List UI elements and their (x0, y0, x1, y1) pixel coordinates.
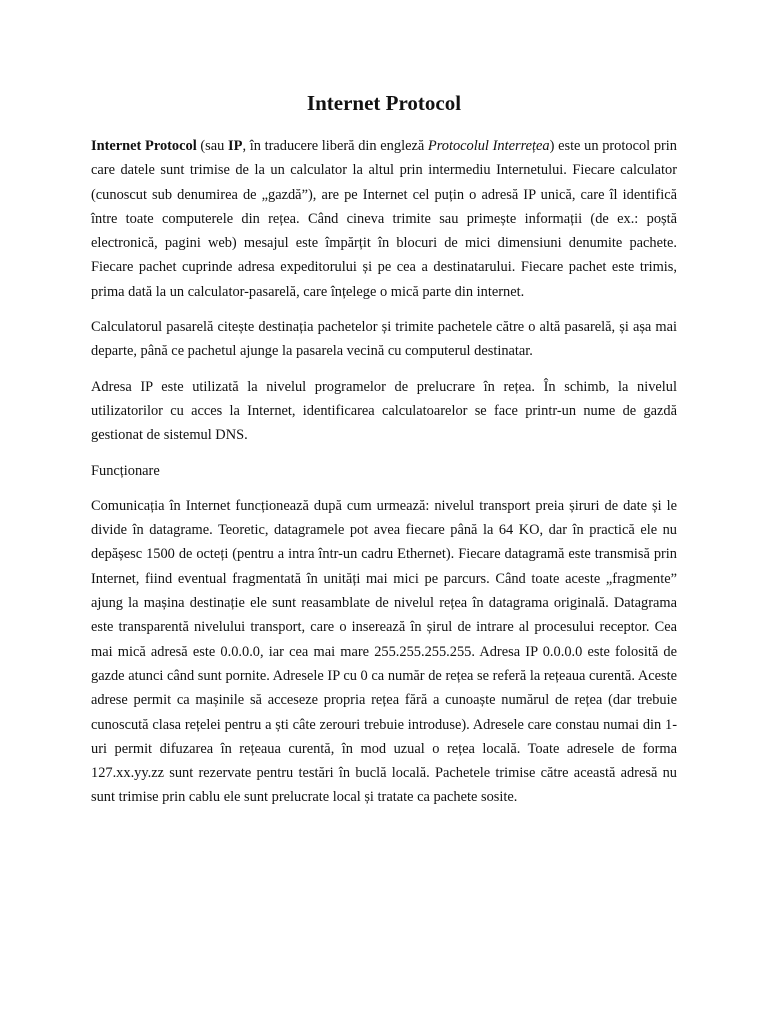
intro-paragraph (91, 134, 677, 304)
intro-term: Internet Protocol (91, 138, 197, 154)
intro-mid-text: , în traducere liberă din engleză (242, 138, 428, 154)
intro-translation: Protocolul Interrețea (427, 138, 550, 154)
paragraph-communication: Comunicația în Internet funcționează după cum urmează: nivelul transport preia șiruri de date și le divide în datagrame. Teoretic, datagramele pot avea fiecare până la 64 KO, dar în practică ele nu depășesc 1500 de octeți (pentru a intra într-un cadru Ethernet). Fiecare datagramă este transmisă prin Internet, fiind eventual fragmentată în unități mai mici pe parcurs. Când toate aceste „fragmente” ajung la mașina destinație ele sunt reasamblate de nivelul rețea în datagrama originală. Datagrama este transparentă nivelului transport, care o inserează în șirul de intrare al procesului receptor. Cea mai mică adresă este 0.0.0.0, iar cea mai mare 255.255.255.255. Adresa IP 0.0.0.0 este folosită de gazde atunci când sunt pornite. Adresele IP cu 0 ca număr de rețea se referă la rețeaua curentă. Aceste adrese permit ca mașinile să acceseze propria rețea fără a cunoaște numărul de rețea (dar trebuie cunoscută clasa rețelei pentru a ști câte zerouri trebuie introduse). Adresele care constau numai din 1-uri permit difuzarea în rețeaua curentă, în mod uzual o rețea locală. Toate adresele de forma 127.xx.yy.zz sunt rezervate pentru testări în buclă locală. Pachetele trimise către această adresă nu sunt trimise prin cablu ele sunt prelucrate local și tratate ca pachete sosite. (91, 497, 677, 806)
intro-paren-open: (sau (196, 138, 229, 154)
document-title: Internet Protocol (306, 91, 462, 115)
intro-abbreviation: IP (228, 138, 243, 154)
section-heading-functionare: Funcționare (91, 462, 160, 479)
intro-rest-text: ) este un protocol prin care datele sunt trimise de la un calculator la altul prin intermediu Internetului. Fiecare calculator (cunoscut sub denumirea de „gazdă”), are pe Internet cel puțin o adresă IP unică, care îl identifică între toate computerele din rețea. Când cineva trimite sau primește informații (de ex.: poștă electronică, pagini web) mesajul este împărțit în blocuri de mici dimensiuni denumite pachete. Fiecare pachet cuprinde adresa expeditorului și pe cea a destinatarului. Fiecare pachet este trimis, prima dată la un calculator-pasarelă, care înțelege o mică parte din internet. (91, 138, 678, 300)
paragraph-gateway: Calculatorul pasarelă citește destinația pachetelor și trimite pachetele către o altă pasarelă, și așa mai departe, până ce pachetul ajunge la pasarela vecină cu computerul destinatar. (91, 319, 677, 360)
document-page (91, 88, 677, 821)
paragraph-ip-address: Adresa IP este utilizată la nivelul programelor de prelucrare în rețea. În schimb, la nivelul utilizatorilor cu acces la Internet, identificarea calculatoarelor se face printr-un nume de gazdă gestionat de sistemul DNS. (91, 378, 677, 444)
